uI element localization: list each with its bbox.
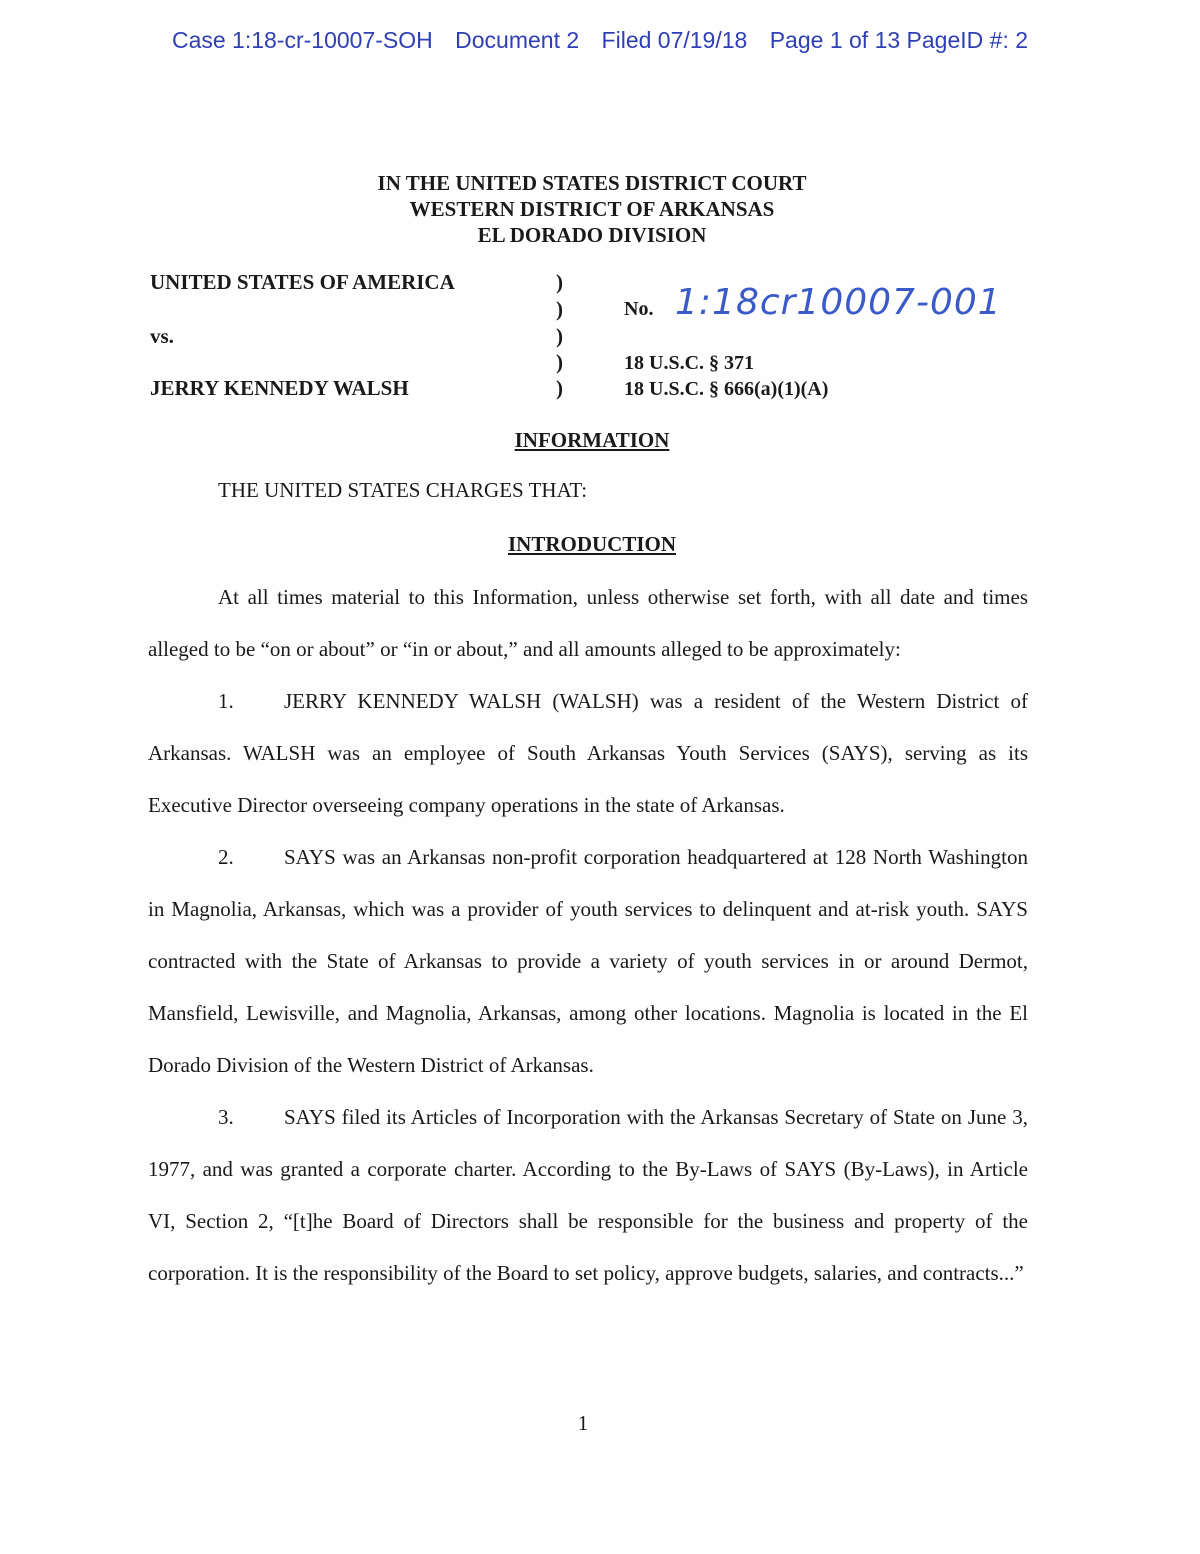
paragraph-2-text: SAYS was an Arkansas non-profit corporation headquartered at 128 North Washington in Magnolia, Arkansas, which was a provider of youth services to delinquent and at-risk youth. SAYS contracted with the State of Arkansas to provide a variety of youth services in or around Dermot, Mansfield, Lewisville, and Magnolia, Arkansas, among other locations. Magnolia is located in the El Dorado Division of the Western District of Arkansas. xyxy=(148,845,1028,1077)
defendant-name: JERRY KENNEDY WALSH xyxy=(150,376,409,400)
court-title xyxy=(0,170,1184,248)
caption-paren-3: ) xyxy=(556,324,563,348)
paragraph-1 xyxy=(148,675,1028,831)
court-line-2: WESTERN DISTRICT OF ARKANSAS xyxy=(409,197,775,221)
caption-paren-1: ) xyxy=(556,270,563,294)
case-number-stamp: Case 1:18-cr-10007-SOH xyxy=(171,27,433,53)
caption-paren-5: ) xyxy=(556,376,563,400)
paragraph-1-number: 1. xyxy=(218,689,234,713)
statute-2: 18 U.S.C. § 666(a)(1)(A) xyxy=(624,378,829,400)
page-id-stamp: Page 1 of 13 PageID #: 2 xyxy=(769,27,1029,53)
paragraph-2-number: 2. xyxy=(218,845,234,869)
introduction-heading: INTRODUCTION xyxy=(507,532,677,556)
document-number-stamp: Document 2 xyxy=(455,27,580,53)
filed-date-stamp: Filed 07/19/18 xyxy=(601,27,748,53)
page-number: 1 xyxy=(577,1411,589,1435)
caption-paren-2: ) xyxy=(556,297,563,321)
paragraph-3 xyxy=(148,1091,1028,1299)
court-line-1: IN THE UNITED STATES DISTRICT COURT xyxy=(377,171,807,195)
versus-label: vs. xyxy=(150,324,174,348)
case-no-label: No. xyxy=(624,298,654,320)
statute-1: 18 U.S.C. § 371 xyxy=(624,352,755,374)
paragraph-1-text: JERRY KENNEDY WALSH (WALSH) was a resident of the Western District of Arkansas. WALSH was an employee of South Arkansas Youth Services (SAYS), serving as its Executive Director overseeing company operations in the state of Arkansas. xyxy=(148,689,1028,817)
paragraph-2 xyxy=(148,831,1028,1091)
plaintiff-name: UNITED STATES OF AMERICA xyxy=(150,270,455,294)
filing-header xyxy=(0,27,1200,54)
paragraph-3-number: 3. xyxy=(218,1105,234,1129)
court-line-3: EL DORADO DIVISION xyxy=(477,223,707,247)
handwritten-case-number: 1:18cr10007-001 xyxy=(675,282,1002,323)
caption-paren-4: ) xyxy=(556,350,563,374)
preamble-paragraph: At all times material to this Information, unless otherwise set forth, with all date and times alleged to be “on or about” or “in or about,” and all amounts alleged to be approximately: xyxy=(148,585,1028,661)
information-heading: INFORMATION xyxy=(514,428,670,452)
document-body xyxy=(148,571,1028,1299)
paragraph-3-text: SAYS filed its Articles of Incorporation with the Arkansas Secretary of State on June 3, 1977, and was granted a corporate charter. According to the By-Laws of SAYS (By-Laws), in Article VI, Section 2, “[t]he Board of Directors shall be responsible for the business and property of the corporation. It is the responsibility of the Board to set policy, approve budgets, salaries, and contracts...” xyxy=(148,1105,1028,1285)
charges-line: THE UNITED STATES CHARGES THAT: xyxy=(218,478,588,502)
